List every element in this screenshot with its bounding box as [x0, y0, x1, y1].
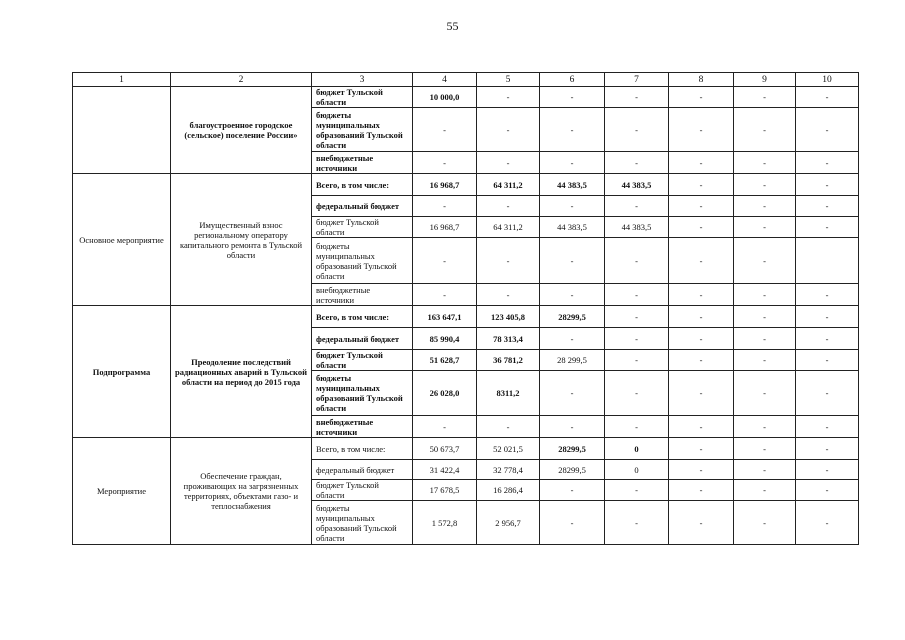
value-cell: 85 990,4 — [413, 328, 477, 350]
header-cell: 4 — [413, 73, 477, 87]
value-cell: - — [540, 371, 605, 416]
value-cell: - — [734, 108, 796, 152]
value-cell: - — [413, 152, 477, 174]
value-cell: 64 311,2 — [477, 174, 540, 196]
value-cell: - — [477, 238, 540, 284]
value-cell: 0 — [605, 438, 669, 460]
value-cell: - — [734, 480, 796, 501]
row-type-cell — [73, 87, 171, 174]
value-cell: - — [669, 217, 734, 238]
table-row — [73, 306, 859, 328]
value-cell: - — [540, 87, 605, 108]
header-cell: 8 — [669, 73, 734, 87]
value-cell: - — [540, 480, 605, 501]
value-cell: - — [669, 480, 734, 501]
value-cell: - — [734, 196, 796, 217]
row-type-cell: Подпрограмма — [73, 306, 171, 438]
funding-source-cell: бюджет Тульской области — [312, 87, 413, 108]
value-cell: - — [540, 328, 605, 350]
value-cell: - — [796, 196, 859, 217]
table-row — [73, 174, 859, 196]
value-cell: - — [669, 284, 734, 306]
value-cell: 50 673,7 — [413, 438, 477, 460]
value-cell: - — [734, 174, 796, 196]
value-cell: 44 383,5 — [605, 174, 669, 196]
value-cell: - — [669, 238, 734, 284]
value-cell: - — [669, 416, 734, 438]
value-cell: 2 956,7 — [477, 501, 540, 545]
funding-source-cell: бюджеты муниципальных образований Тульской области — [312, 371, 413, 416]
value-cell: - — [669, 152, 734, 174]
table-row — [73, 87, 859, 108]
value-cell: 16 286,4 — [477, 480, 540, 501]
value-cell: - — [796, 108, 859, 152]
value-cell: - — [796, 371, 859, 416]
value-cell — [796, 238, 859, 284]
value-cell: - — [477, 87, 540, 108]
value-cell: 0 — [605, 460, 669, 480]
header-cell: 6 — [540, 73, 605, 87]
value-cell: - — [734, 328, 796, 350]
value-cell: - — [605, 87, 669, 108]
value-cell: 8311,2 — [477, 371, 540, 416]
header-cell: 9 — [734, 73, 796, 87]
funding-source-cell: бюджет Тульской области — [312, 480, 413, 501]
value-cell: 16 968,7 — [413, 217, 477, 238]
funding-source-cell: внебюджетные источники — [312, 152, 413, 174]
value-cell: 17 678,5 — [413, 480, 477, 501]
value-cell: - — [796, 152, 859, 174]
value-cell: - — [734, 238, 796, 284]
value-cell: 64 311,2 — [477, 217, 540, 238]
value-cell: - — [477, 416, 540, 438]
funding-source-cell: Всего, в том числе: — [312, 306, 413, 328]
value-cell: - — [734, 217, 796, 238]
value-cell: 32 778,4 — [477, 460, 540, 480]
value-cell: - — [734, 416, 796, 438]
value-cell: - — [796, 501, 859, 545]
header-cell: 1 — [73, 73, 171, 87]
value-cell: - — [669, 306, 734, 328]
value-cell: - — [477, 284, 540, 306]
value-cell: - — [540, 152, 605, 174]
table-body — [73, 73, 859, 545]
value-cell: 44 383,5 — [540, 217, 605, 238]
value-cell: 28 299,5 — [540, 350, 605, 371]
value-cell: - — [605, 196, 669, 217]
header-cell: 10 — [796, 73, 859, 87]
value-cell: 1 572,8 — [413, 501, 477, 545]
table-row — [73, 438, 859, 460]
funding-source-cell: бюджеты муниципальных образований Тульской области — [312, 108, 413, 152]
value-cell: - — [796, 284, 859, 306]
value-cell: - — [413, 284, 477, 306]
value-cell: 10 000,0 — [413, 87, 477, 108]
value-cell: - — [734, 284, 796, 306]
value-cell: - — [605, 480, 669, 501]
value-cell: - — [669, 108, 734, 152]
value-cell: - — [796, 328, 859, 350]
value-cell: - — [796, 174, 859, 196]
funding-source-cell: бюджет Тульской области — [312, 350, 413, 371]
header-row — [73, 73, 859, 87]
row-name-cell: Обеспечение граждан, проживающих на загрязненных территориях, объектами газо- и теплоснабжения — [171, 438, 312, 545]
value-cell: - — [734, 152, 796, 174]
value-cell: - — [669, 350, 734, 371]
value-cell: - — [605, 284, 669, 306]
value-cell: - — [605, 108, 669, 152]
row-type-cell: Мероприятие — [73, 438, 171, 545]
value-cell: - — [796, 350, 859, 371]
funding-source-cell: Всего, в том числе: — [312, 174, 413, 196]
value-cell: - — [413, 416, 477, 438]
value-cell: - — [605, 306, 669, 328]
header-cell: 3 — [312, 73, 413, 87]
value-cell: - — [605, 350, 669, 371]
value-cell: - — [669, 196, 734, 217]
funding-source-cell: внебюджетные источники — [312, 416, 413, 438]
page-number: 55 — [446, 19, 459, 33]
funding-source-cell: бюджет Тульской области — [312, 217, 413, 238]
value-cell: - — [605, 238, 669, 284]
value-cell: - — [605, 152, 669, 174]
value-cell: - — [796, 217, 859, 238]
value-cell: - — [669, 328, 734, 350]
value-cell: - — [413, 238, 477, 284]
value-cell: - — [413, 108, 477, 152]
value-cell: - — [477, 152, 540, 174]
value-cell: 28299,5 — [540, 460, 605, 480]
value-cell: 78 313,4 — [477, 328, 540, 350]
header-cell: 7 — [605, 73, 669, 87]
row-name-cell: Преодоление последствий радиационных аварий в Тульской области на период до 2015 года — [171, 306, 312, 438]
value-cell: - — [477, 108, 540, 152]
value-cell: - — [477, 196, 540, 217]
value-cell: 28299,5 — [540, 306, 605, 328]
value-cell: - — [796, 306, 859, 328]
row-name-cell: благоустроенное городское (сельское) поселение России» — [171, 87, 312, 174]
value-cell: 163 647,1 — [413, 306, 477, 328]
value-cell: 44 383,5 — [540, 174, 605, 196]
value-cell: - — [734, 501, 796, 545]
value-cell: - — [540, 196, 605, 217]
value-cell: - — [669, 460, 734, 480]
value-cell: - — [796, 416, 859, 438]
value-cell: 44 383,5 — [605, 217, 669, 238]
value-cell: - — [669, 174, 734, 196]
header-cell: 5 — [477, 73, 540, 87]
value-cell: - — [540, 238, 605, 284]
value-cell: 28299,5 — [540, 438, 605, 460]
value-cell: 26 028,0 — [413, 371, 477, 416]
value-cell: 51 628,7 — [413, 350, 477, 371]
value-cell: - — [413, 196, 477, 217]
value-cell: - — [540, 284, 605, 306]
value-cell: 31 422,4 — [413, 460, 477, 480]
value-cell: - — [669, 501, 734, 545]
value-cell: - — [605, 371, 669, 416]
value-cell: - — [669, 438, 734, 460]
value-cell: - — [796, 87, 859, 108]
value-cell: - — [734, 350, 796, 371]
value-cell: - — [540, 501, 605, 545]
funding-source-cell: бюджеты муниципальных образований Тульской области — [312, 238, 413, 284]
value-cell: - — [540, 416, 605, 438]
value-cell: - — [734, 438, 796, 460]
value-cell: - — [796, 438, 859, 460]
funding-source-cell: Всего, в том числе: — [312, 438, 413, 460]
value-cell: - — [540, 108, 605, 152]
value-cell: - — [605, 416, 669, 438]
value-cell: 52 021,5 — [477, 438, 540, 460]
value-cell: - — [669, 87, 734, 108]
value-cell: - — [734, 460, 796, 480]
value-cell: 123 405,8 — [477, 306, 540, 328]
budget-table — [72, 72, 859, 545]
header-cell: 2 — [171, 73, 312, 87]
value-cell: - — [796, 460, 859, 480]
funding-source-cell: федеральный бюджет — [312, 460, 413, 480]
value-cell: - — [669, 371, 734, 416]
funding-source-cell: федеральный бюджет — [312, 196, 413, 217]
row-name-cell: Имущественный взнос региональному оператору капитального ремонта в Тульской области — [171, 174, 312, 306]
value-cell: - — [605, 328, 669, 350]
value-cell: 16 968,7 — [413, 174, 477, 196]
value-cell: 36 781,2 — [477, 350, 540, 371]
row-type-cell: Основное мероприятие — [73, 174, 171, 306]
value-cell: - — [734, 306, 796, 328]
value-cell: - — [796, 480, 859, 501]
value-cell: - — [734, 87, 796, 108]
funding-source-cell: федеральный бюджет — [312, 328, 413, 350]
funding-source-cell: бюджеты муниципальных образований Тульской области — [312, 501, 413, 545]
value-cell: - — [734, 371, 796, 416]
funding-source-cell: внебюджетные источники — [312, 284, 413, 306]
value-cell: - — [605, 501, 669, 545]
